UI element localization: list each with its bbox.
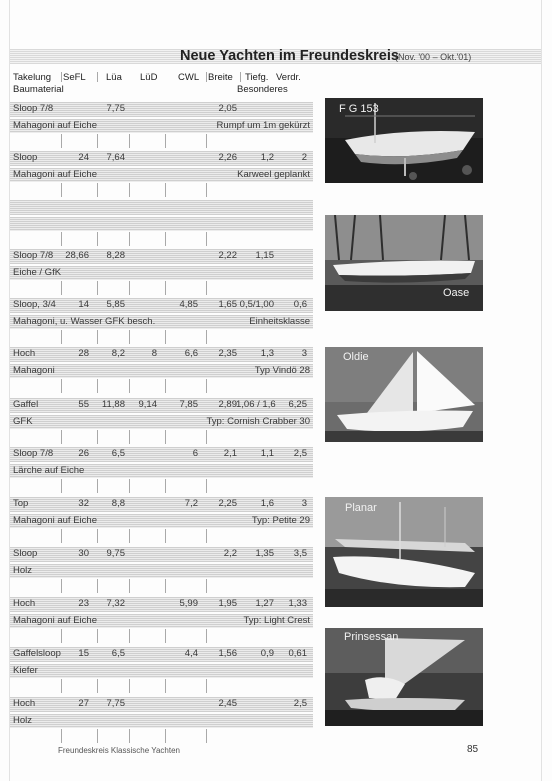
column-divider xyxy=(97,134,98,148)
cell-rig: Sloop 7/8 xyxy=(13,250,54,261)
cell-sefl: 27 xyxy=(78,698,89,709)
cell-sefl: 23 xyxy=(78,598,89,609)
cell-sefl: 28 xyxy=(78,348,89,359)
cell-cwl: 7,85 xyxy=(179,399,198,410)
row-shading xyxy=(10,217,313,231)
cell-note: Typ: Light Crest xyxy=(243,615,310,626)
cell-breite: 2,35 xyxy=(218,348,237,359)
cell-loa: 9,75 xyxy=(106,548,125,559)
cell-material: Mahagoni auf Eiche xyxy=(13,169,97,180)
cell-sefl: 55 xyxy=(78,399,89,410)
cell-tiefg: 1,06 / 1,6 xyxy=(236,399,276,410)
cell-loa: 5,85 xyxy=(106,299,125,310)
dinghy-sailing-photo xyxy=(325,628,483,726)
col-header-breite: Breite xyxy=(208,72,233,83)
column-divider xyxy=(97,379,98,393)
cell-rig: Hoch xyxy=(13,698,36,709)
column-divider xyxy=(97,679,98,693)
column-divider xyxy=(61,579,62,593)
cell-verdr: 3 xyxy=(301,498,307,509)
cell-sefl: 28,66 xyxy=(65,250,89,261)
column-divider xyxy=(61,729,62,743)
column-divider xyxy=(165,479,166,493)
column-divider xyxy=(165,579,166,593)
column-divider xyxy=(165,232,166,246)
cell-rig: Sloop 7/8 xyxy=(13,103,54,114)
col-header-loa: Lüa xyxy=(106,72,122,83)
cell-cwl: 7,2 xyxy=(184,498,198,509)
column-divider xyxy=(129,183,130,197)
column-divider xyxy=(206,529,207,543)
cell-verdr: 0,61 xyxy=(288,648,307,659)
column-divider xyxy=(97,232,98,246)
cell-loa: 8,8 xyxy=(111,498,125,509)
yacht-on-trailer-photo xyxy=(325,215,483,311)
cell-cwl: 4,4 xyxy=(184,648,198,659)
sailing-yacht-photo xyxy=(325,347,483,442)
column-divider xyxy=(97,330,98,344)
cell-cwl: 6 xyxy=(192,448,198,459)
col-header-takelung: Takelung xyxy=(13,72,52,83)
column-divider xyxy=(129,379,130,393)
column-divider xyxy=(165,134,166,148)
column-divider xyxy=(129,529,130,543)
col-header-tiefg: Tiefg. xyxy=(245,72,269,83)
column-divider xyxy=(165,679,166,693)
cell-breite: 1,65 xyxy=(218,299,237,310)
column-divider xyxy=(129,579,130,593)
cell-tiefg: 1,3 xyxy=(260,348,274,359)
row-shading xyxy=(10,564,313,578)
column-divider xyxy=(97,529,98,543)
cell-tiefg: 1,1 xyxy=(260,448,274,459)
cell-breite: 1,95 xyxy=(218,598,237,609)
column-divider xyxy=(129,134,130,148)
photo-label: Planar xyxy=(345,502,377,514)
cell-rig: Hoch xyxy=(13,598,36,609)
column-divider xyxy=(61,629,62,643)
column-divider xyxy=(165,529,166,543)
cell-cwl: 5,99 xyxy=(179,598,198,609)
photo-label: Oase xyxy=(443,287,470,299)
col-header-lud: LüD xyxy=(140,72,158,83)
cell-tiefg: 1,27 xyxy=(255,598,274,609)
cell-breite: 1,56 xyxy=(218,648,237,659)
column-divider xyxy=(165,281,166,295)
cell-breite: 2,26 xyxy=(218,152,237,163)
col-header-baumaterial: Baumaterial xyxy=(13,84,64,95)
column-divider xyxy=(61,183,62,197)
column-divider xyxy=(206,183,207,197)
photo-label: Prinsessan xyxy=(344,631,399,643)
page-title: Neue Yachten im Freundeskreis xyxy=(180,48,399,64)
sailboat-hauled-out-photo xyxy=(325,98,483,183)
cell-note: Typ Vindö 28 xyxy=(254,365,310,376)
row-shading xyxy=(10,714,313,728)
cell-material: Lärche auf Eiche xyxy=(13,465,85,476)
column-divider xyxy=(206,679,207,693)
cell-material: Kiefer xyxy=(13,665,38,676)
column-divider xyxy=(129,430,130,444)
column-divider xyxy=(165,379,166,393)
column-divider xyxy=(165,330,166,344)
cell-note: Typ: Petite 29 xyxy=(251,515,310,526)
cell-breite: 2,45 xyxy=(218,698,237,709)
cell-breite: 2,1 xyxy=(223,448,237,459)
cell-lud: 9,14 xyxy=(138,399,157,410)
column-divider xyxy=(165,430,166,444)
column-divider xyxy=(129,479,130,493)
column-divider xyxy=(206,134,207,148)
header-divider xyxy=(61,72,62,82)
cell-loa: 8,28 xyxy=(106,250,125,261)
cell-sefl: 14 xyxy=(78,299,89,310)
cell-loa: 6,5 xyxy=(111,648,125,659)
column-divider xyxy=(97,729,98,743)
moored-yachts-photo xyxy=(325,497,483,607)
cell-verdr: 6,25 xyxy=(288,399,307,410)
cell-verdr: 2,5 xyxy=(293,698,307,709)
column-divider xyxy=(97,183,98,197)
column-divider xyxy=(206,430,207,444)
column-divider xyxy=(129,679,130,693)
cell-material: Eiche / GfK xyxy=(13,267,62,278)
column-divider xyxy=(61,232,62,246)
cell-tiefg: 1,35 xyxy=(255,548,274,559)
row-shading xyxy=(10,664,313,678)
cell-breite: 2,25 xyxy=(218,498,237,509)
cell-verdr: 3 xyxy=(301,348,307,359)
col-header-cwl: CWL xyxy=(178,72,200,83)
cell-loa: 11,88 xyxy=(101,399,125,410)
column-divider xyxy=(61,430,62,444)
cell-loa: 7,75 xyxy=(106,698,125,709)
cell-rig: Hoch xyxy=(13,348,36,359)
cell-breite: 2,05 xyxy=(218,103,237,114)
cell-cwl: 4,85 xyxy=(179,299,198,310)
column-divider xyxy=(129,330,130,344)
column-divider xyxy=(61,379,62,393)
cell-loa: 8,2 xyxy=(111,348,125,359)
column-divider xyxy=(129,281,130,295)
cell-rig: Gaffelsloop xyxy=(13,648,61,659)
column-divider xyxy=(61,479,62,493)
column-divider xyxy=(97,479,98,493)
column-divider xyxy=(206,379,207,393)
column-divider xyxy=(97,430,98,444)
cell-note: Einheitsklasse xyxy=(249,316,310,327)
cell-material: GFK xyxy=(13,416,33,427)
cell-note: Rumpf um 1m gekürzt xyxy=(216,120,310,131)
column-divider xyxy=(129,729,130,743)
header-divider xyxy=(97,72,98,82)
header-divider xyxy=(206,72,207,82)
cell-verdr: 2,5 xyxy=(293,448,307,459)
cell-breite: 2,22 xyxy=(218,250,237,261)
col-header-verdr: Verdr. xyxy=(276,72,301,83)
column-divider xyxy=(206,729,207,743)
column-divider xyxy=(206,232,207,246)
cell-sefl: 15 xyxy=(78,648,89,659)
photo-label: F G 153 xyxy=(339,103,379,115)
footer-publisher: Freundeskreis Klassische Yachten xyxy=(58,746,180,755)
cell-loa: 7,64 xyxy=(106,152,125,163)
photo-label: Oldie xyxy=(343,351,369,363)
row-shading xyxy=(10,200,313,215)
cell-verdr: 3,5 xyxy=(293,548,307,559)
cell-loa: 7,75 xyxy=(106,103,125,114)
cell-breite: 2,2 xyxy=(223,548,237,559)
column-divider xyxy=(61,134,62,148)
page-number: 85 xyxy=(467,744,479,755)
cell-verdr: 0,6 xyxy=(293,299,307,310)
cell-material: Mahagoni, u. Wasser GFK besch. xyxy=(13,316,156,327)
column-divider xyxy=(97,281,98,295)
cell-sefl: 32 xyxy=(78,498,89,509)
col-header-sefl: SeFL xyxy=(63,72,86,83)
column-divider xyxy=(206,330,207,344)
column-divider xyxy=(206,629,207,643)
cell-sefl: 26 xyxy=(78,448,89,459)
cell-verdr: 2 xyxy=(301,152,307,163)
cell-cwl: 6,6 xyxy=(184,348,198,359)
column-divider xyxy=(61,679,62,693)
cell-loa: 7,32 xyxy=(106,598,125,609)
column-divider xyxy=(97,579,98,593)
column-divider xyxy=(165,629,166,643)
cell-rig: Sloop xyxy=(13,152,38,163)
cell-material: Mahagoni auf Eiche xyxy=(13,120,97,131)
cell-material: Holz xyxy=(13,715,33,726)
cell-tiefg: 0,5/1,00 xyxy=(239,299,274,310)
cell-rig: Sloop, 3/4 xyxy=(13,299,56,310)
cell-rig: Top xyxy=(13,498,29,509)
cell-verdr: 1,33 xyxy=(288,598,307,609)
cell-rig: Gaffel xyxy=(13,399,39,410)
cell-material: Holz xyxy=(13,565,33,576)
column-divider xyxy=(61,529,62,543)
cell-rig: Sloop 7/8 xyxy=(13,448,54,459)
column-divider xyxy=(165,729,166,743)
column-divider xyxy=(129,629,130,643)
title-date-range: (Nov. '00 – Okt.'01) xyxy=(395,52,472,62)
header-divider xyxy=(240,72,241,82)
page-edge-right xyxy=(541,0,542,781)
cell-rig: Sloop xyxy=(13,548,38,559)
cell-note: Karweel geplankt xyxy=(237,169,310,180)
column-divider xyxy=(97,629,98,643)
cell-material: Mahagoni auf Eiche xyxy=(13,615,97,626)
cell-loa: 6,5 xyxy=(111,448,125,459)
cell-sefl: 24 xyxy=(78,152,89,163)
column-divider xyxy=(206,579,207,593)
cell-sefl: 30 xyxy=(78,548,89,559)
column-divider xyxy=(61,281,62,295)
col-header-besonderes: Besonderes xyxy=(237,84,288,95)
cell-material: Mahagoni auf Eiche xyxy=(13,515,97,526)
cell-breite: 2,89 xyxy=(218,399,237,410)
cell-tiefg: 1,2 xyxy=(260,152,274,163)
cell-material: Mahagoni xyxy=(13,365,55,376)
column-divider xyxy=(61,330,62,344)
column-divider xyxy=(129,232,130,246)
cell-note: Typ: Cornish Crabber 30 xyxy=(206,416,310,427)
cell-tiefg: 1,6 xyxy=(260,498,274,509)
column-divider xyxy=(206,281,207,295)
cell-tiefg: 1,15 xyxy=(255,250,274,261)
column-divider xyxy=(206,479,207,493)
cell-lud: 8 xyxy=(151,348,157,359)
column-divider xyxy=(165,183,166,197)
cell-tiefg: 0,9 xyxy=(260,648,274,659)
